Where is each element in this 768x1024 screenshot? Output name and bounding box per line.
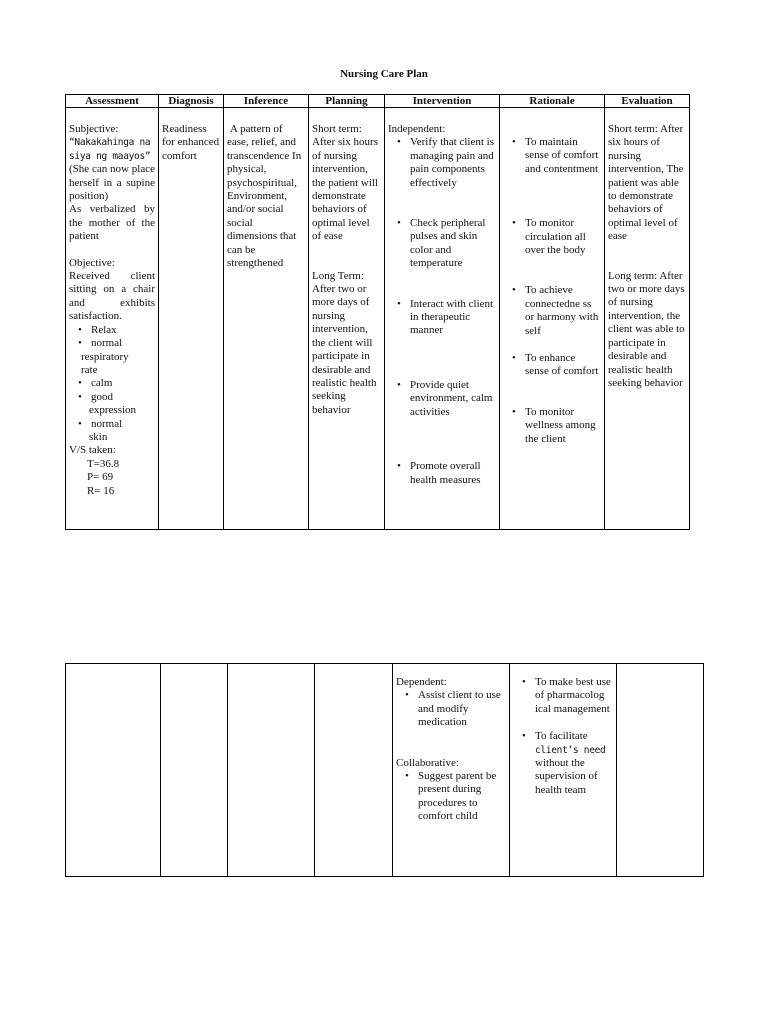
dependent-label: Dependent:: [396, 676, 447, 688]
list-item: • To maintain sense of comfort and contentment: [512, 136, 599, 175]
header-evaluation: Evaluation: [605, 95, 690, 108]
assessment-cell: [66, 108, 159, 530]
vital-temperature: T=36.8: [87, 457, 120, 470]
list-item: • Promote overall health measures: [397, 460, 481, 486]
intervention-cell: [393, 664, 510, 877]
list-item: • Suggest parent be present during procedures to comfort child: [405, 770, 497, 823]
list-item: • Interact with client in therapeutic manner: [397, 297, 494, 337]
dependent-list: [396, 689, 506, 729]
inference-cell: [228, 664, 315, 877]
list-item: rate: [81, 363, 98, 376]
list-item: • To facilitate client’s need without the supervision of health team: [522, 730, 606, 796]
list-item: • Provide quiet environment, calm activities: [397, 378, 493, 418]
rationale-list: [513, 676, 613, 797]
client-need-text: client’s need: [535, 744, 606, 756]
collaborative-label: Collaborative:: [396, 756, 459, 769]
quote-paraphrase: (She can now place herself in a supine position): [69, 163, 155, 203]
evaluation-cell: [617, 664, 704, 877]
evaluation-short-term: Short term: After six hours of nursing intervention, The patient was able to demonstrate behaviors of optimal level of ease: [608, 123, 684, 243]
diagnosis-cell: [161, 664, 228, 877]
objective-observation: Received client sitting on a chair and exhibits satisfaction.: [69, 270, 155, 323]
list-item: • good: [78, 390, 113, 403]
list-item: • To achieve connectedne ss or harmony with self: [512, 284, 599, 337]
vital-respiration: R= 16: [87, 484, 115, 497]
objective-label: Objective:: [69, 256, 115, 269]
rationale-cell: [500, 108, 605, 530]
list-item: • normal: [78, 417, 123, 430]
care-plan-table-continued: [65, 663, 704, 877]
list-item: respiratory: [81, 350, 129, 363]
list-item: • To monitor circulation all over the body: [512, 217, 586, 257]
list-item: • Assist client to use and modify medication: [405, 689, 501, 729]
assessment-cell: [66, 664, 161, 877]
diagnosis-text: Readiness for enhanced comfort: [162, 123, 220, 162]
list-item: expression: [89, 404, 137, 417]
collaborative-list: [396, 770, 506, 824]
independent-list: [388, 136, 496, 487]
document-title: Nursing Care Plan: [340, 68, 428, 80]
patient-quote-line2: siya ng maayos”: [69, 150, 151, 162]
table-row: [66, 108, 690, 530]
rationale-list: [503, 136, 601, 446]
independent-label: Independent:: [388, 123, 446, 135]
inference-text: A pattern of ease, relief, and transcendence In physical, psychospiritual, Environment, and/or social social dimensions that can be strengthened: [227, 123, 302, 270]
header-intervention: Intervention: [385, 95, 500, 108]
patient-quote-line1: “Nakakahinga na: [69, 137, 151, 149]
header-assessment: Assessment: [66, 95, 159, 108]
list-item: • normal: [78, 337, 123, 350]
list-item: • To monitor wellness among the client: [512, 405, 596, 445]
vital-signs-label: V/S taken:: [69, 444, 116, 457]
planning-cell: [315, 664, 393, 877]
inference-cell: [224, 108, 309, 530]
header-planning: Planning: [309, 95, 385, 108]
rationale-cell: [510, 664, 617, 877]
header-row: [66, 95, 690, 108]
diagnosis-cell: [159, 108, 224, 530]
planning-cell: [309, 108, 385, 530]
list-item: • To enhance sense of comfort: [512, 352, 599, 378]
list-item: • calm: [78, 377, 113, 390]
list-item: • Relax: [78, 323, 117, 336]
table-row: [66, 664, 704, 877]
list-item: • Check peripheral pulses and skin color and temperature: [397, 217, 486, 270]
header-rationale: Rationale: [500, 95, 605, 108]
list-item: • Verify that client is managing pain and pain components effectively: [397, 136, 495, 189]
evaluation-cell: [605, 108, 690, 530]
vital-pulse: P= 69: [87, 471, 114, 484]
evaluation-long-term: Long term: After two or more days of nursing intervention, the client was able to participate in desirable and realistic health seeking behavior: [608, 269, 685, 389]
planning-short-term: Short term: After six hours of nursing intervention, the patient will demonstrate behaviors of optimal level of ease: [312, 123, 378, 243]
care-plan-table: [65, 94, 690, 530]
header-diagnosis: Diagnosis: [159, 95, 224, 108]
subjective-label: Subjective:: [69, 123, 119, 135]
list-item: • To make best use of pharmacolog ical management: [522, 676, 611, 715]
intervention-cell: [385, 108, 500, 530]
verbalized-note: As verbalized by the mother of the patient: [69, 203, 155, 243]
objective-list: [69, 324, 155, 445]
header-inference: Inference: [224, 95, 309, 108]
planning-long-term: Long Term: After two or more days of nursing intervention, the client will participate in desirable and realistic health seeking behavior: [312, 269, 377, 416]
list-item: skin: [89, 430, 108, 443]
